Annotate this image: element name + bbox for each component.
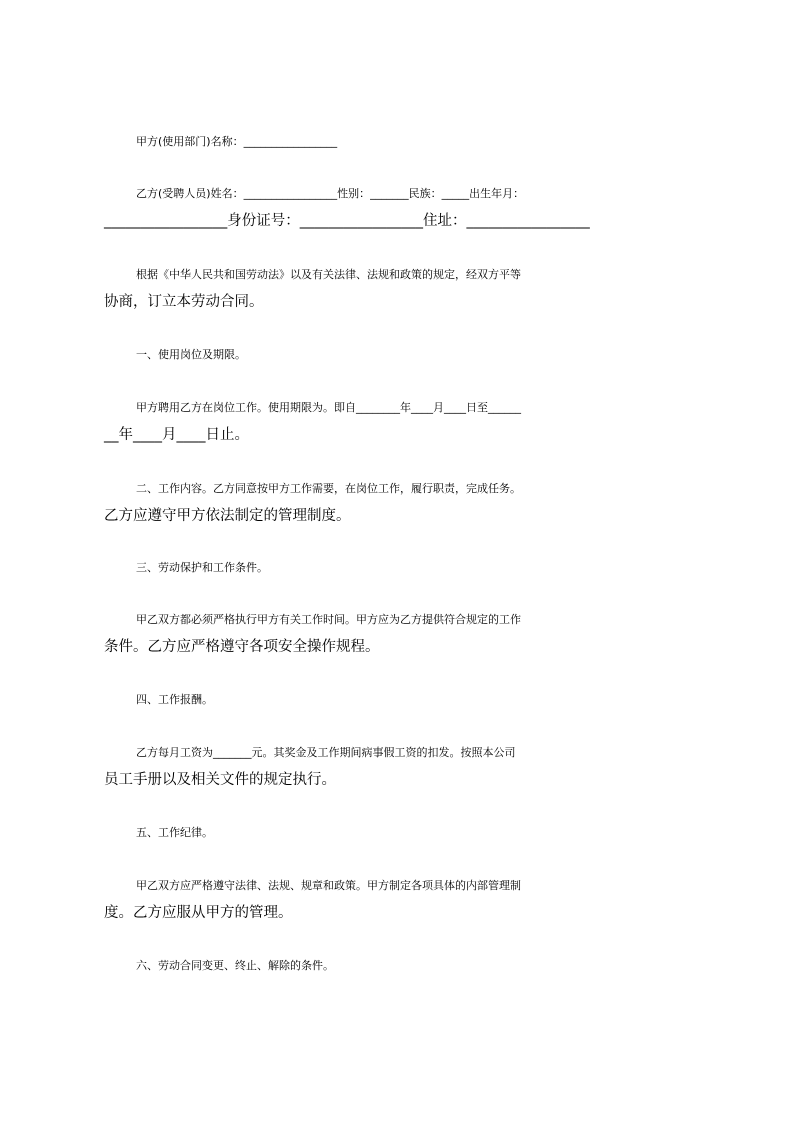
party-a-line: 甲方(使用部门)名称：_________________ (136, 135, 338, 148)
party-b-line-2: _________________身份证号：_________________住址：_________________ (104, 213, 590, 229)
section-4-line-2: 员工手册以及相关文件的规定执行。 (104, 772, 336, 788)
section-4-heading: 四、工作报酬。 (136, 693, 213, 706)
section-1-heading: 一、使用岗位及期限。 (136, 348, 246, 361)
section-1-line-2: __年____月____日止。 (104, 427, 249, 443)
section-3-heading: 三、劳动保护和工作条件。 (136, 561, 268, 574)
section-5-heading: 五、工作纪律。 (136, 826, 213, 839)
section-5-line-1: 甲乙双方应严格遵守法律、法规、规章和政策。甲方制定各项具体的内部管理制 (136, 879, 521, 892)
section-2-line-2: 乙方应遵守甲方依法制定的管理制度。 (104, 508, 351, 524)
section-3-line-1: 甲乙双方都必须严格执行甲方有关工作时间。甲方应为乙方提供符合规定的工作 (136, 613, 521, 626)
section-6-heading: 六、劳动合同变更、终止、解除的条件。 (136, 959, 334, 972)
section-1-line-1: 甲方聘用乙方在岗位工作。使用期限为。即自________年____月____日至______ (136, 401, 521, 414)
section-2-line-1: 二、工作内容。乙方同意按甲方工作需要，在岗位工作，履行职责，完成任务。 (136, 482, 521, 495)
section-5-line-2: 度。乙方应服从甲方的管理。 (104, 905, 293, 921)
intro-line-1: 根据《中华人民共和国劳动法》以及有关法律、法规和政策的规定，经双方平等 (136, 268, 521, 281)
section-4-line-1: 乙方每月工资为_______元。其奖金及工作期间病事假工资的扣发。按照本公司 (136, 746, 516, 759)
section-3-line-2: 条件。乙方应严格遵守各项安全操作规程。 (104, 639, 380, 655)
intro-line-2: 协商，订立本劳动合同。 (104, 294, 264, 310)
party-b-line-1: 乙方(受聘人员)姓名：_________________性别：_______民族：_____出生年月： (136, 187, 525, 200)
